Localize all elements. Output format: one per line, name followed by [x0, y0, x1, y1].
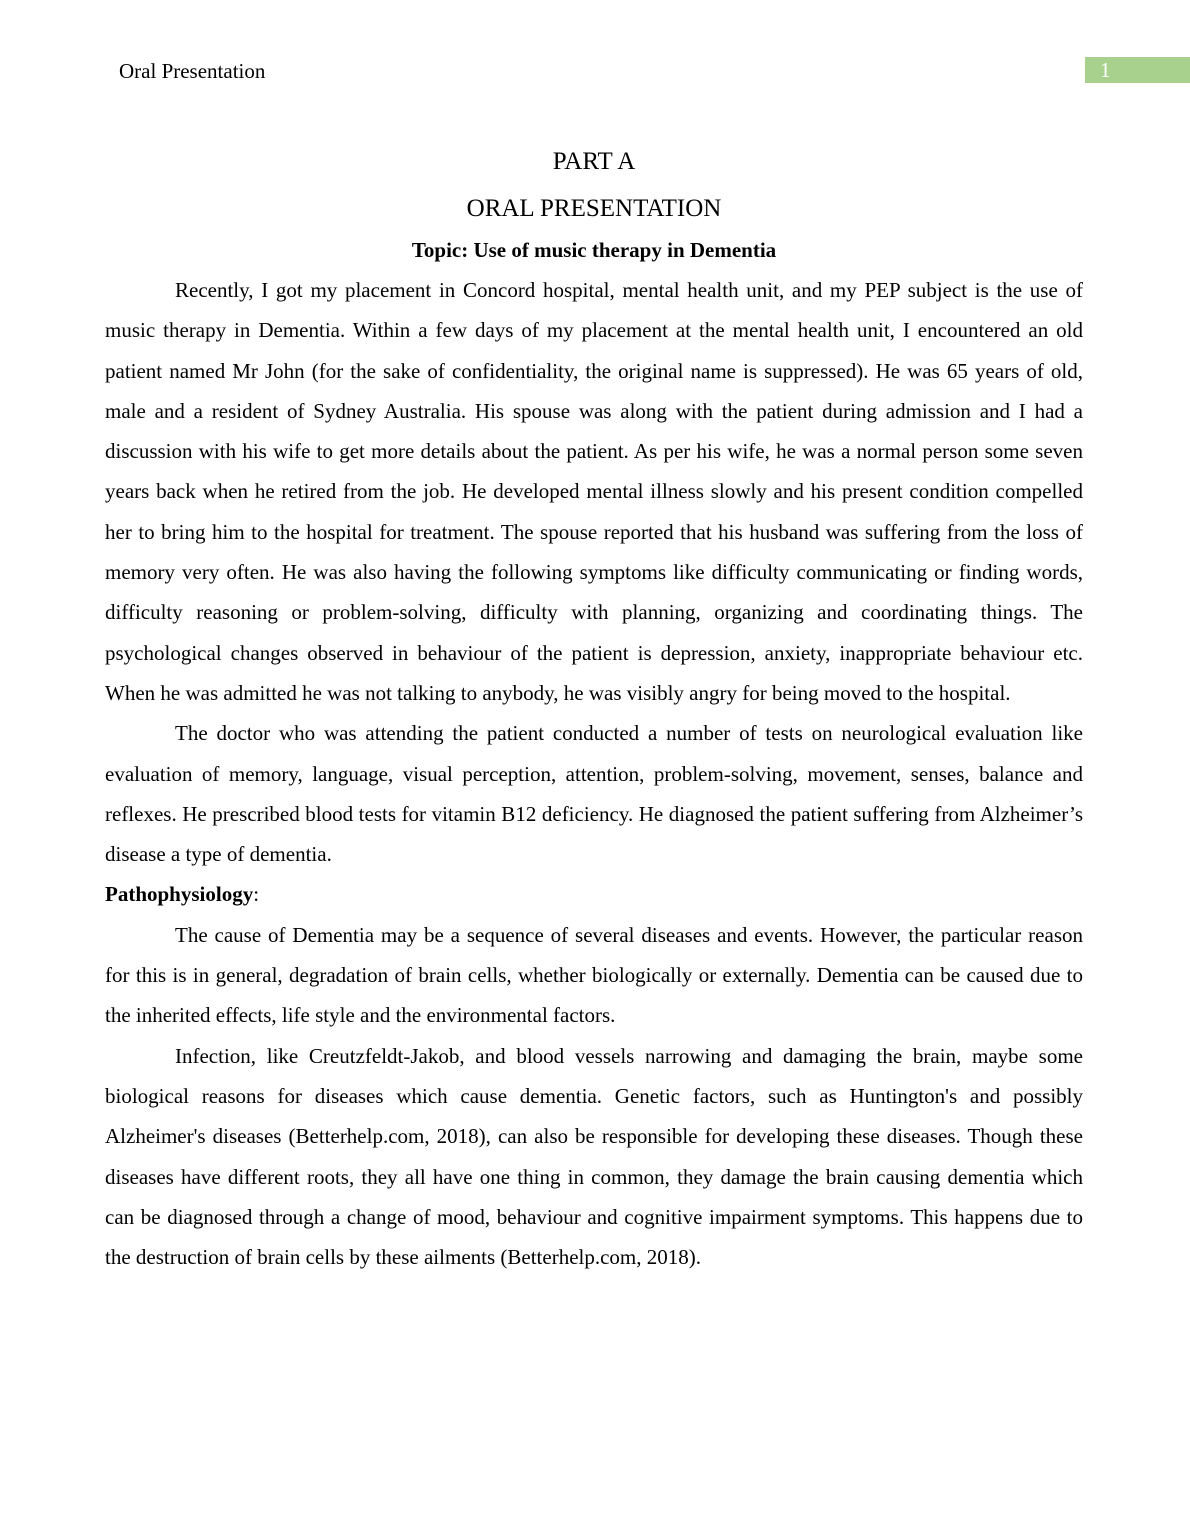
- paragraph-pathophysiology-cause: The cause of Dementia may be a sequence of several diseases and events. However, the particular reason for this is in general, degradation of brain cells, whether biologically or externally. Dementia can be caused due to the inherited effects, life style and the environmental factors.: [105, 922, 1083, 1028]
- page-number: 1: [1085, 57, 1190, 83]
- pathophysiology-heading: [105, 874, 1083, 914]
- document-body: [105, 138, 1083, 1277]
- part-heading: PART A: [552, 148, 636, 175]
- pathophysiology-heading-text: Pathophysiology: [105, 882, 254, 907]
- running-header-title: Oral Presentation: [119, 59, 266, 83]
- topic-heading: Topic: Use of music therapy in Dementia: [411, 238, 777, 262]
- document-title: ORAL PRESENTATION: [466, 195, 722, 222]
- paragraph-pathophysiology-factors: Infection, like Creutzfeldt-Jakob, and blood vessels narrowing and damaging the brain, maybe some biological reasons for diseases which cause dementia. Genetic factors, such as Huntington's and possibly Alzheimer's diseases (Betterhelp.com, 2018), can also be responsible for developing these diseases. Though these diseases have different roots, they all have one thing in common, they damage the brain causing dementia which can be diagnosed through a change of mood, behaviour and cognitive impairment symptoms. This happens due to the destruction of brain cells by these ailments (Betterhelp.com, 2018).: [105, 1043, 1083, 1270]
- paragraph-case-description: Recently, I got my placement in Concord hospital, mental health unit, and my PEP subject is the use of music therapy in Dementia. Within a few days of my placement at the mental health unit, I encountered an old patient named Mr John (for the sake of confidentiality, the original name is suppressed). He was 65 years of old, male and a resident of Sydney Australia. His spouse was along with the patient during admission and I had a discussion with his wife to get more details about the patient. As per his wife, he was a normal person some seven years back when he retired from the job. He developed mental illness slowly and his present condition compelled her to bring him to the hospital for treatment. The spouse reported that his husband was suffering from the loss of memory very often. He was also having the following symptoms like difficulty communicating or finding words, difficulty reasoning or problem-solving, difficulty with planning, organizing and coordinating things. The psychological changes observed in behaviour of the patient is depression, anxiety, inappropriate behaviour etc. When he was admitted he was not talking to anybody, he was visibly angry for being moved to the hospital.: [105, 278, 1083, 705]
- paragraph-diagnosis: The doctor who was attending the patient conducted a number of tests on neurological evaluation like evaluation of memory, language, visual perception, attention, problem-solving, movement, senses, balance and reflexes. He prescribed blood tests for vitamin B12 deficiency. He diagnosed the patient suffering from Alzheimer’s disease a type of dementia.: [105, 721, 1083, 867]
- pathophysiology-heading-colon: :: [253, 882, 260, 907]
